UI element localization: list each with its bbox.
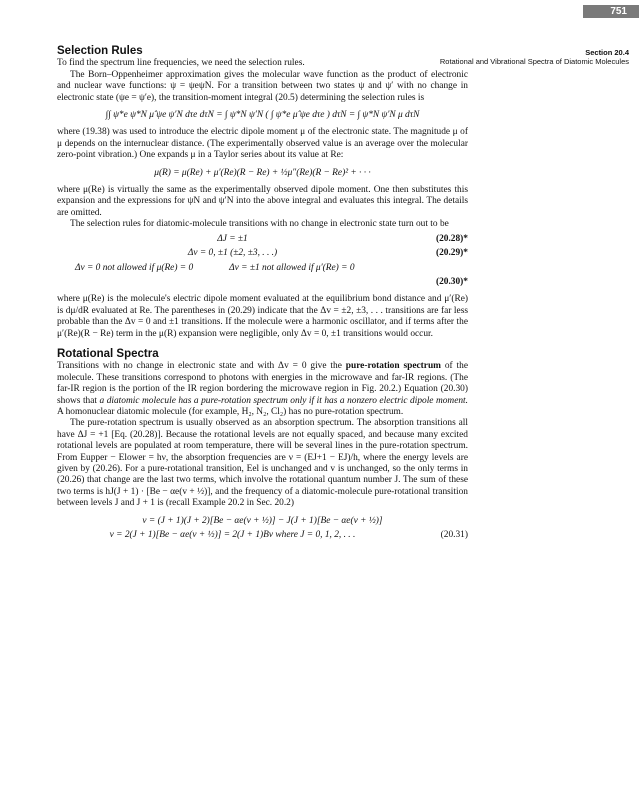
paragraph: where μ(Re) is virtually the same as the experimentally observed dipole moment. One then substitutes this expansion and the expressions for ψN and ψ′N into the above integral and evaluates this integral. The details are omitted. xyxy=(57,185,468,218)
keyword: pure-rotation spectrum xyxy=(345,361,441,372)
equation-20-30 xyxy=(57,263,468,274)
equation-body: ν = 2(J + 1)[Be − αe(v + ½)] = 2(J + 1)Bv where J = 0, 1, 2, . . . xyxy=(109,530,356,541)
paragraph: where μ(Re) is the molecule's electric dipole moment evaluated at the equilibrium bond distance and μ′(Re) is dμ/dR evaluated at Re. The parentheses in (20.29) indicate that the Δv = ±2, ±3, . . . transitions are far less probable than the Δv = 0 and ±1 transitions. If the molecule were a harmonic oscillator, and if terms after the μ′(Re)(R − Re) term in the μ(R) expansion were negligible, only Δv = 0, ±1 transitions would occur. xyxy=(57,294,468,339)
equation-integral: ∫∫ ψ*e ψ*N μ̂ ψe ψ′N dτe dτN = ∫ ψ*N ψ′N ( ∫ ψ*e μ̂ ψe dτe ) dτN = ∫ ψ*N ψ′N μ dτN xyxy=(105,110,420,121)
equation-frequency-a: ν = (J + 1)(J + 2)[Be − αe(v + ½)] − J(J + 1)[Be − αe(v + ½)] xyxy=(142,515,383,526)
heading-rotational-spectra: Rotational Spectra xyxy=(57,347,159,360)
paragraph: The selection rules for diatomic-molecule transitions with no change in electronic state turn out to be xyxy=(70,219,449,230)
equation-number: (20.31) xyxy=(440,530,468,541)
equation-20-31 xyxy=(57,530,468,541)
page-number: 751 xyxy=(583,5,639,18)
section-label: Section 20.4 xyxy=(585,48,629,57)
equation-number: (20.28)* xyxy=(435,233,468,244)
paragraph: where (19.38) was used to introduce the electric dipole moment μ of the electronic state. The magnitude μ of μ depends on the internuclear distance. (The experimentally observed value is an average over the molecular zero-point vibration.) One expands μ in a Taylor series about its value at Re: xyxy=(57,127,468,161)
equation-body: ΔJ = ±1 xyxy=(217,233,248,244)
text-run: Transitions with no change in electronic state and with Δv = 0 give the xyxy=(57,361,346,372)
equation-body: Δv = 0 not allowed if μ(Re) = 0 xyxy=(75,262,194,273)
equation-number: (20.30)* xyxy=(435,276,468,287)
equation-20-28 xyxy=(57,234,468,245)
equation-body: Δv = ±1 not allowed if μ′(Re) = 0 xyxy=(229,262,355,273)
equation-body: Δv = 0, ±1 (±2, ±3, . . .) xyxy=(187,248,278,259)
paragraph xyxy=(57,361,468,418)
paragraph: To find the spectrum line frequencies, we need the selection rules. xyxy=(57,58,305,69)
equation-20-29 xyxy=(57,248,468,259)
equation-taylor: μ(R) = μ(Re) + μ′(Re)(R − Re) + ½μ″(Re)(R − Re)² + · · · xyxy=(154,167,371,178)
main-text xyxy=(57,46,468,544)
heading-selection-rules: Selection Rules xyxy=(57,45,143,57)
section-title: Rotational and Vibrational Spectra of Diatomic Molecules xyxy=(439,57,629,66)
text-run: of the molecule. These transitions correspond to photons with energies in the microwave and far-IR regions. (The far-IR region is the portion of the IR region bordering the microwave region in Fig. 20.2.) Equation (20.30) shows that xyxy=(57,361,469,406)
equation-number: (20.29)* xyxy=(435,248,468,259)
italic-statement: a diatomic molecule has a pure-rotation spectrum only if it has a nonzero electric dipole moment. xyxy=(99,395,469,406)
paragraph: The Born–Oppenheimer approximation gives the molecular wave function as the product of electronic and nuclear wave functions: ψ = ψeψN. For a transition between two states ψ and ψ′ with no change in electronic state (ψe = ψ′e), the transition-moment integral (20.5) determining the selection rules is xyxy=(57,69,468,103)
text-run: A homonuclear diatomic molecule (for example, H₂, N₂, Cl₂) has no pure-rotation spectrum. xyxy=(57,406,404,417)
paragraph: The pure-rotation spectrum is usually observed as an absorption spectrum. The absorption transitions all have ΔJ = +1 [Eq. (20.28)]. Because the rotational levels are not equally spaced, and because many excited rotational levels are populated at room temperature, there will be several lines in the pure-rotation spectrum. From Eupper − Elower = hν, the absorption frequencies are ν = (EJ+1 − EJ)/h, where the energy levels are given by (20.26). For a pure-rotational transition, Eel is unchanged and v is unchanged, so the only terms in (20.26) that change are the last two terms, which involve the rotational quantum number J. The sum of these two terms is hJ(J + 1) · [Be − αe(v + ½)], and the frequency of a diatomic-molecule pure-rotational transition between levels J and J + 1 is (recall Example 20.2 in Sec. 20.2) xyxy=(57,418,468,509)
